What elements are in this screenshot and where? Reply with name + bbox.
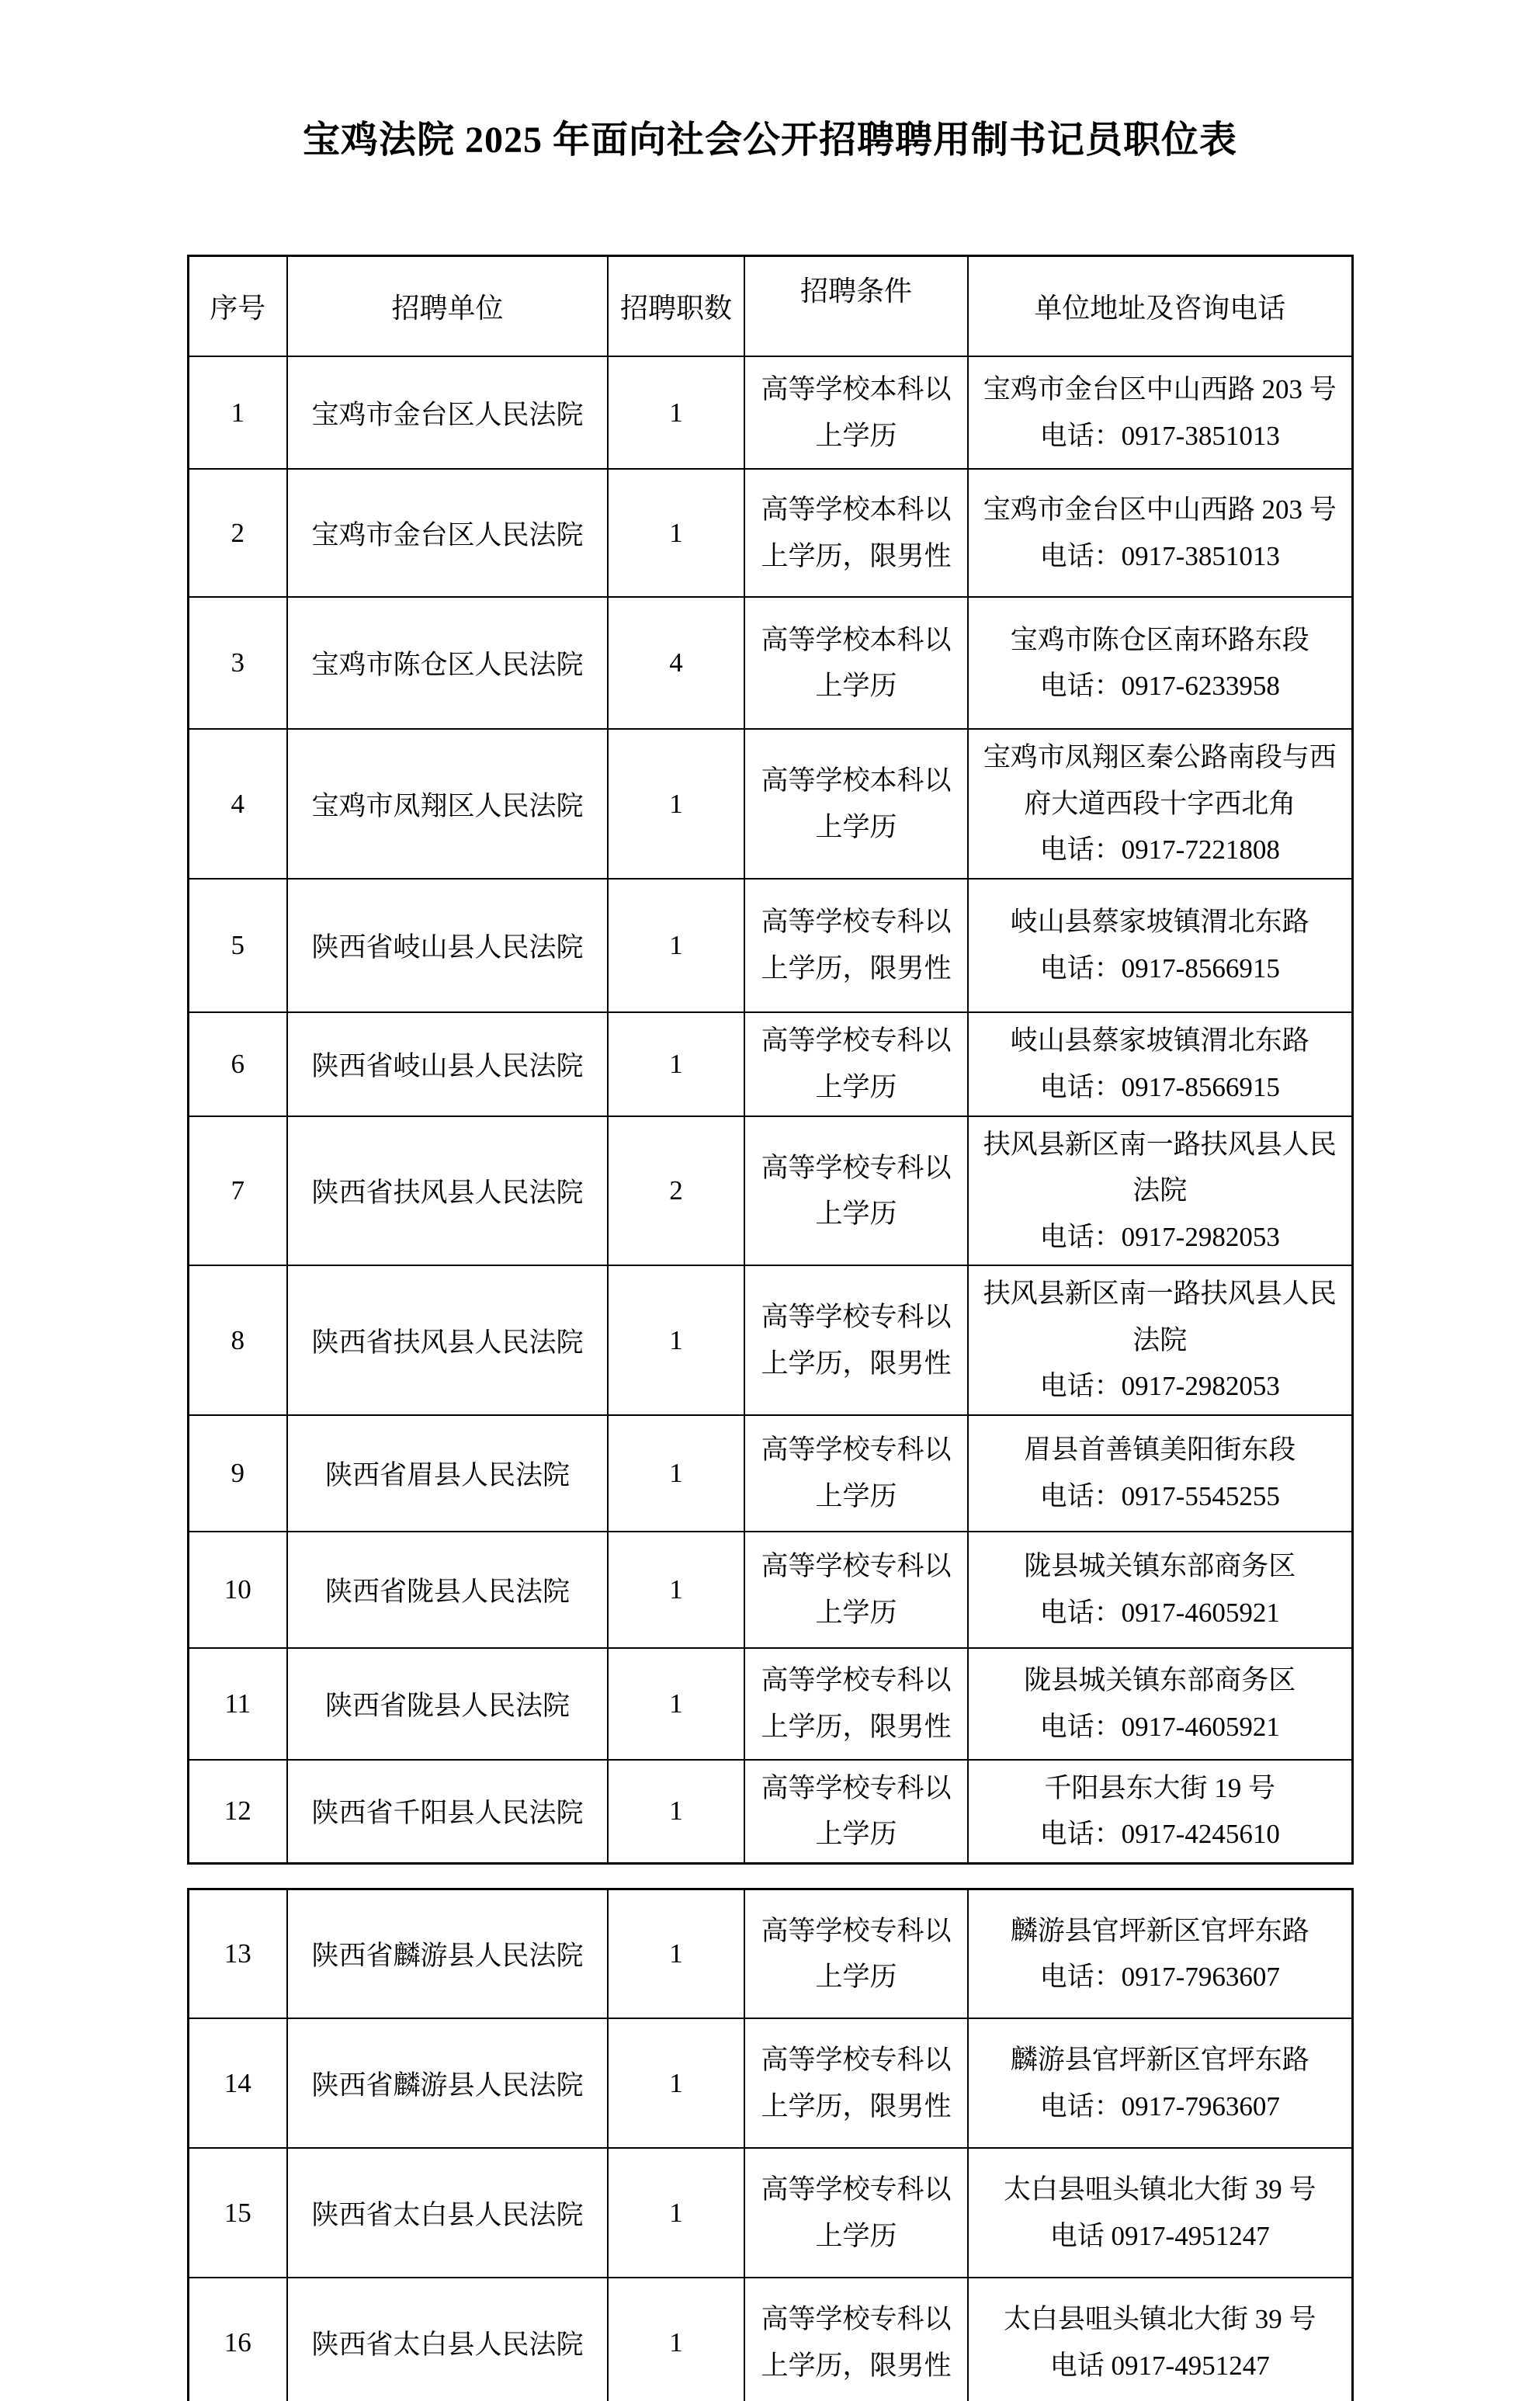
cell-condition [744, 1889, 968, 2018]
cell-condition [744, 1760, 968, 1864]
cell-condition [744, 879, 968, 1012]
cell-index: 16 [188, 2278, 287, 2401]
col-header-unit: 招聘单位 [287, 255, 608, 356]
cell-index: 10 [188, 1532, 287, 1648]
cell-address [968, 2148, 1352, 2278]
cell-index: 5 [188, 879, 287, 1012]
condition-text: 高等学校专科以上学历 [761, 1772, 952, 1850]
col-header-count: 招聘职数 [608, 255, 744, 356]
address-text: 太白县咀头镇北大街 39 号 [1003, 2174, 1316, 2205]
table-row [188, 356, 1352, 469]
table-row [188, 2148, 1352, 2278]
phone-text: 电话：0917-8566915 [1039, 952, 1280, 984]
phone-text: 电话：0917-7963607 [1039, 2090, 1280, 2122]
table-body-part2 [188, 1889, 1352, 2401]
cell-index: 4 [188, 729, 287, 879]
cell-count: 1 [608, 879, 744, 1012]
cell-address [968, 729, 1352, 879]
cell-address [968, 2278, 1352, 2401]
phone-text: 电话：0917-2982053 [1039, 1221, 1280, 1252]
address-text: 陇县城关镇东部商务区 [1024, 1551, 1296, 1582]
cell-count: 1 [608, 2018, 744, 2148]
cell-count: 1 [608, 2278, 744, 2401]
address-text: 宝鸡市凤翔区秦公路南段与西府大道西段十字西北角 [983, 742, 1337, 819]
cell-index: 1 [188, 356, 287, 469]
table-body-part1 [188, 356, 1352, 1863]
cell-count: 4 [608, 597, 744, 729]
cell-address [968, 1760, 1352, 1864]
cell-count: 1 [608, 1889, 744, 2018]
cell-index: 14 [188, 2018, 287, 2148]
table-row [188, 597, 1352, 729]
table-row [188, 729, 1352, 879]
cell-unit: 陕西省岐山县人民法院 [287, 879, 608, 1012]
address-text: 千阳县东大街 19 号 [1044, 1772, 1275, 1803]
cell-count: 1 [608, 1415, 744, 1532]
cell-address [968, 1265, 1352, 1415]
table-row [188, 1265, 1352, 1415]
phone-text: 电话：0917-5545255 [1039, 1480, 1280, 1511]
address-text: 宝鸡市金台区中山西路 203 号 [983, 494, 1337, 526]
condition-text: 高等学校专科以上学历，限男性 [761, 907, 952, 984]
cell-address [968, 1415, 1352, 1532]
cell-condition [744, 356, 968, 469]
address-text: 岐山县蔡家坡镇渭北东路 [1010, 1025, 1309, 1057]
table-header [188, 255, 1352, 356]
cell-count: 1 [608, 729, 744, 879]
cell-index: 8 [188, 1265, 287, 1415]
cell-address [968, 1889, 1352, 2018]
cell-condition [744, 2148, 968, 2278]
col-header-address: 单位地址及咨询电话 [968, 255, 1352, 356]
cell-count: 1 [608, 1265, 744, 1415]
col-header-condition-label: 招聘条件 [799, 276, 912, 307]
cell-address [968, 879, 1352, 1012]
address-text: 宝鸡市金台区中山西路 203 号 [983, 374, 1337, 405]
address-text: 宝鸡市陈仓区南环路东段 [1010, 624, 1309, 655]
phone-text: 电话：0917-7221808 [1039, 834, 1280, 866]
table-row [188, 1415, 1352, 1532]
cell-unit: 陕西省麟游县人民法院 [287, 2018, 608, 2148]
condition-text: 高等学校专科以上学历，限男性 [761, 2304, 952, 2381]
cell-unit: 陕西省太白县人民法院 [287, 2278, 608, 2401]
cell-condition [744, 1265, 968, 1415]
cell-address [968, 1012, 1352, 1116]
cell-count: 1 [608, 1760, 744, 1864]
cell-address [968, 1116, 1352, 1266]
phone-text: 电话：0917-7963607 [1039, 1962, 1280, 1993]
cell-unit: 陕西省眉县人民法院 [287, 1415, 608, 1532]
cell-unit: 宝鸡市凤翔区人民法院 [287, 729, 608, 879]
header-row [188, 255, 1352, 356]
cell-index: 11 [188, 1648, 287, 1760]
phone-text: 电话 0917-4951247 [1049, 2220, 1270, 2251]
cell-condition [744, 729, 968, 879]
table-row [188, 1532, 1352, 1648]
cell-count: 1 [608, 2148, 744, 2278]
table-row [188, 1648, 1352, 1760]
cell-address [968, 2018, 1352, 2148]
condition-text: 高等学校本科以上学历，限男性 [761, 494, 952, 571]
address-text: 太白县咀头镇北大街 39 号 [1003, 2304, 1316, 2335]
table-row [188, 2018, 1352, 2148]
cell-index: 2 [188, 469, 287, 597]
condition-text: 高等学校专科以上学历 [761, 2174, 952, 2251]
cell-condition [744, 2018, 968, 2148]
phone-text: 电话：0917-6233958 [1039, 671, 1280, 702]
cell-condition [744, 1532, 968, 1648]
cell-unit: 宝鸡市金台区人民法院 [287, 469, 608, 597]
address-text: 扶风县新区南一路扶风县人民法院 [983, 1129, 1337, 1206]
condition-text: 高等学校本科以上学历 [761, 624, 952, 702]
address-text: 岐山县蔡家坡镇渭北东路 [1010, 907, 1309, 938]
address-text: 眉县首善镇美阳街东段 [1024, 1435, 1296, 1466]
cell-unit: 陕西省陇县人民法院 [287, 1532, 608, 1648]
cell-condition [744, 597, 968, 729]
cell-count: 1 [608, 356, 744, 469]
cell-address [968, 597, 1352, 729]
cell-count: 1 [608, 1532, 744, 1648]
col-header-index: 序号 [188, 255, 287, 356]
cell-index: 7 [188, 1116, 287, 1266]
cell-address [968, 469, 1352, 597]
cell-index: 13 [188, 1889, 287, 2018]
cell-index: 3 [188, 597, 287, 729]
phone-text: 电话：0917-4605921 [1039, 1711, 1280, 1742]
cell-unit: 宝鸡市陈仓区人民法院 [287, 597, 608, 729]
positions-table-part1 [187, 255, 1354, 1865]
phone-text: 电话：0917-4245610 [1039, 1819, 1280, 1850]
condition-text: 高等学校专科以上学历 [761, 1551, 952, 1628]
phone-text: 电话：0917-4605921 [1039, 1597, 1280, 1628]
cell-unit: 陕西省岐山县人民法院 [287, 1012, 608, 1116]
cell-condition [744, 1648, 968, 1760]
table-row [188, 2278, 1352, 2401]
cell-unit: 陕西省千阳县人民法院 [287, 1760, 608, 1864]
condition-text: 高等学校专科以上学历，限男性 [761, 2045, 952, 2122]
cell-condition [744, 1116, 968, 1266]
address-text: 陇县城关镇东部商务区 [1024, 1665, 1296, 1696]
phone-text: 电话：0917-8566915 [1039, 1071, 1280, 1102]
condition-text: 高等学校专科以上学历 [761, 1435, 952, 1511]
cell-condition [744, 2278, 968, 2401]
cell-address [968, 356, 1352, 469]
condition-text: 高等学校专科以上学历，限男性 [761, 1665, 952, 1742]
condition-text: 高等学校专科以上学历 [761, 1915, 952, 1993]
address-text: 扶风县新区南一路扶风县人民法院 [983, 1279, 1337, 1355]
phone-text: 电话：0917-3851013 [1039, 420, 1280, 451]
address-text: 麟游县官坪新区官坪东路 [1010, 2045, 1309, 2076]
page-title: 宝鸡法院 2025 年面向社会公开招聘聘用制书记员职位表 [302, 120, 1237, 161]
cell-unit: 陕西省陇县人民法院 [287, 1648, 608, 1760]
positions-table-part2 [187, 1888, 1354, 2401]
cell-index: 6 [188, 1012, 287, 1116]
table-row [188, 469, 1352, 597]
cell-index: 15 [188, 2148, 287, 2278]
table-row [188, 879, 1352, 1012]
condition-text: 高等学校本科以上学历 [761, 374, 952, 451]
cell-count: 2 [608, 1116, 744, 1266]
cell-address [968, 1532, 1352, 1648]
table-row [188, 1116, 1352, 1266]
col-header-condition [744, 255, 968, 356]
table-row [188, 1012, 1352, 1116]
table-row [188, 1760, 1352, 1864]
cell-condition [744, 1012, 968, 1116]
cell-address [968, 1648, 1352, 1760]
cell-unit: 陕西省扶风县人民法院 [287, 1265, 608, 1415]
condition-text: 高等学校专科以上学历，限男性 [761, 1302, 952, 1379]
cell-count: 1 [608, 1648, 744, 1760]
condition-text: 高等学校专科以上学历 [761, 1152, 952, 1230]
phone-text: 电话：0917-3851013 [1039, 540, 1280, 571]
cell-unit: 宝鸡市金台区人民法院 [287, 356, 608, 469]
cell-unit: 陕西省扶风县人民法院 [287, 1116, 608, 1266]
address-text: 麟游县官坪新区官坪东路 [1010, 1915, 1309, 1946]
cell-unit: 陕西省太白县人民法院 [287, 2148, 608, 2278]
condition-text: 高等学校本科以上学历 [761, 765, 952, 842]
cell-condition [744, 1415, 968, 1532]
cell-count: 1 [608, 469, 744, 597]
cell-index: 9 [188, 1415, 287, 1532]
cell-condition [744, 469, 968, 597]
phone-text: 电话：0917-2982053 [1039, 1371, 1280, 1402]
table-row [188, 1889, 1352, 2018]
phone-text: 电话 0917-4951247 [1049, 2350, 1270, 2381]
condition-text: 高等学校专科以上学历 [761, 1025, 952, 1102]
cell-index: 12 [188, 1760, 287, 1864]
cell-count: 1 [608, 1012, 744, 1116]
cell-unit: 陕西省麟游县人民法院 [287, 1889, 608, 2018]
